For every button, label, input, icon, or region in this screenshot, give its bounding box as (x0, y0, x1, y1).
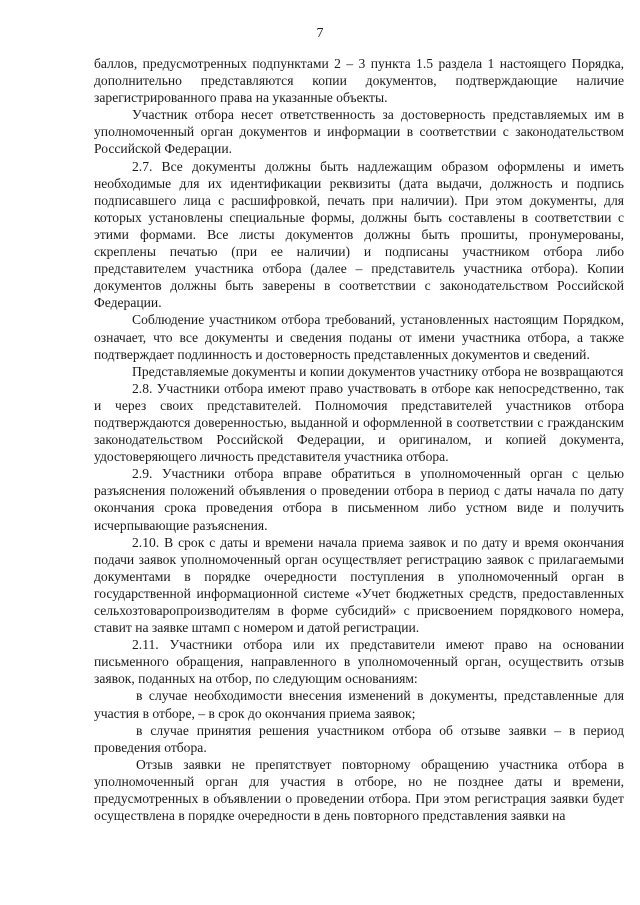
paragraph-2-8: 2.8. Участники отбора имеют право участвовать в отборе как непосредственно, так и через своих представителей. Полномочия представителей участников отбора подтверждаются доверенностью, выданной и оформленной в соответствии с гражданским законодательством Российской Федерации, и оригиналом, и копией документа, удостоверяющего личность представителя участника отбора. (94, 380, 624, 465)
paragraph-2-7: 2.7. Все документы должны быть надлежащим образом оформлены и иметь необходимые для их идентификации реквизиты (дата выдачи, должность и подпись подписавшего лица с расшифровкой, печать при наличии). При этом документы, для которых установлены специальные формы, должны быть составлены в соответствии с этими формами. Все листы документов должны быть прошиты, пронумерованы, скреплены печатью (при ее наличии) и подписаны участником отбора либо представителем участника отбора (далее – представитель участника отбора). Копии документов должны быть заверены в соответствии с законодательством Российской Федерации. (94, 158, 624, 311)
paragraph-2-11: 2.11. Участники отбора или их представители имеют право на основании письменного обращения, направленного в уполномоченный орган, осуществить отзыв заявок, поданных на отбор, по следующим основаниям: (94, 637, 624, 687)
document-body (94, 55, 624, 824)
paragraph-2-9: 2.9. Участники отбора вправе обратиться в уполномоченный орган с целью разъяснения положений объявления о проведении отбора в период с даты начала по дату окончания срока проведения отбора в письменном либо устном виде и получить исчерпывающие разъяснения. (94, 466, 624, 533)
paragraph-reason-changes: в случае необходимости внесения изменений в документы, представленные для участия в отборе, – в срок до окончания приема заявок; (94, 688, 624, 721)
paragraph-2-10: 2.10. В срок с даты и времени начала приема заявок и по дату и время окончания подачи заявок уполномоченный орган осуществляет регистрацию заявок с прилагаемыми документами в порядке очередности поступления в уполномоченный орган в государственной информационной системе «Учет бюджетных средств, предоставленных сельхозтоваропроизводителям в форме субсидий» с присвоением порядкового номера, ставит на заявке штамп с номером и датой регистрации. (94, 534, 624, 636)
paragraph-continuation: баллов, предусмотренных подпунктами 2 – 3 пункта 1.5 раздела 1 настоящего Порядка, дополнительно представляются копии документов, подтверждающие наличие зарегистрированного права на указанные объекты. (94, 56, 624, 106)
page-number: 7 (316, 26, 324, 41)
paragraph-compliance: Соблюдение участником отбора требований, установленных настоящим Порядком, означает, что все документы и сведения поданы от имени участника отбора, а также подтверждает подлинность и достоверность представленных документов и сведений. (94, 312, 624, 362)
paragraph-recall-note: Отзыв заявки не препятствует повторному обращению участника отбора в уполномоченный орган для участия в отборе, но не позднее даты и времени, предусмотренных в объявлении о проведении отбора. При этом регистрация заявки будет осуществлена в порядке очередности в день повторного представления заявки на (94, 756, 624, 824)
paragraph-responsibility: Участник отбора несет ответственность за достоверность представляемых им в уполномоченный орган документов и информации в соответствии с законодательством Российской Федерации. (94, 107, 624, 157)
paragraph-reason-withdrawal: в случае принятия решения участником отбора об отзыве заявки – в период проведения отбора. (94, 722, 624, 755)
paragraph-no-return: Представляемые документы и копии документов участнику отбора не возвращаются (132, 363, 624, 379)
